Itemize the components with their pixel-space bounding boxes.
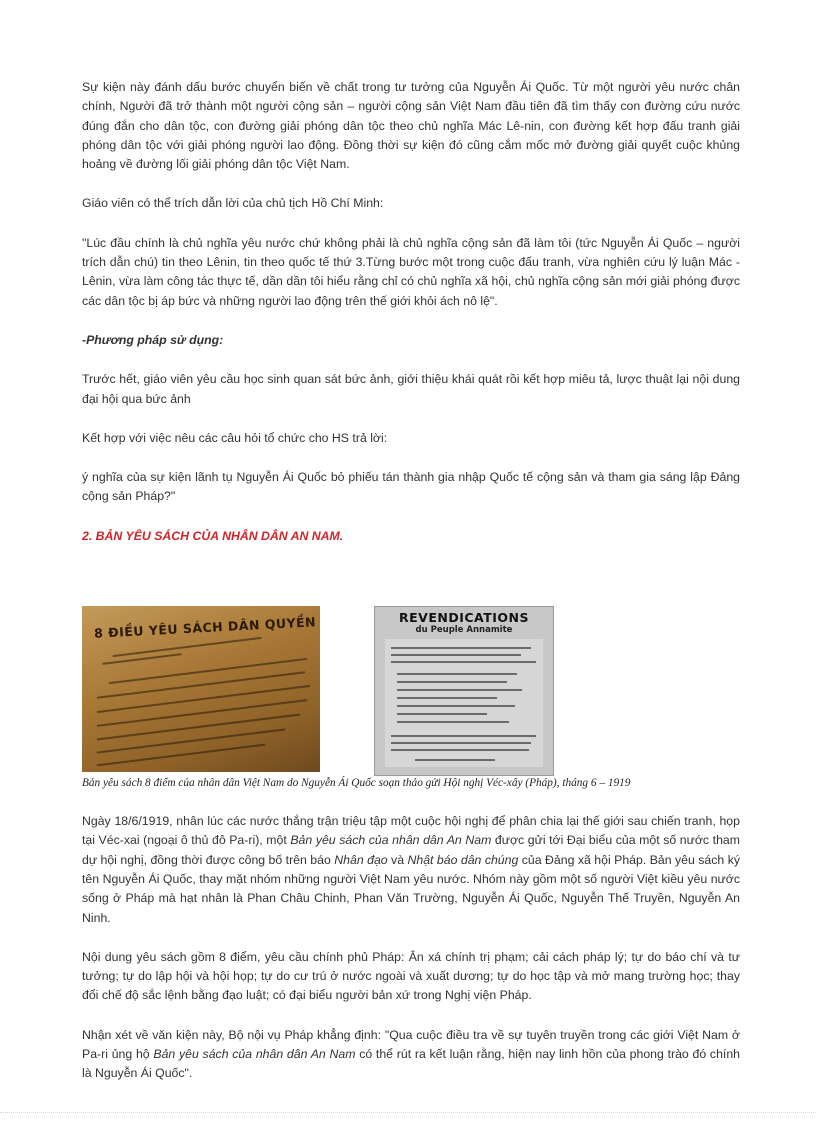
paragraph-method-question: ý nghĩa của sự kiện lãnh tụ Nguyễn Ái Quốc bỏ phiếu tán thành gia nhập Quốc tế cộng sản và tham gia sáng lập Đảng cộng sản Pháp?"	[82, 470, 740, 504]
paragraph-method-1: Trước hết, giáo viên yêu cầu học sinh quan sát bức ảnh, giới thiệu khái quát rồi kết hợp miêu tả, lược thuật lại nội dung đại hội qua bức ảnh	[82, 372, 740, 406]
paragraph-1919-event: Ngày 18/6/1919, nhân lúc các nước thắng trận triệu tập một cuộc hội nghị để phân chia lại thế giới sau chiến tranh, họp tại Véc-xai (ngoại ô thủ đô Pa-ri), một Bản yêu sách của nhân dân An Nam được gửi tới Đại biểu của một số nước tham dự hội nghị, đồng thời được công bố trên báo Nhân đạo và Nhật báo dân chúng của Đảng xã hội Pháp. Bản yêu sách ký tên Nguyễn Ái Quốc, thay mặt nhóm những người Việt Nam yêu nước. Nhóm này gồm một số người Việt kiều yêu nước sống ở Pháp mà hạt nhân là Phan Châu Chinh, Phan Văn Trường, Nguyễn Ái Quốc, Nguyễn Thế Truyền, Nguyễn An Ninh.	[82, 814, 740, 925]
figure-row	[82, 606, 740, 774]
figure-caption: Bản yêu sách 8 điểm của nhân dân Việt Nam do Nguyễn Ái Quốc soạn thảo gửi Hội nghị Véc-xây (Pháp), tháng 6 – 1919	[82, 777, 631, 790]
petition-vietnamese-photo	[82, 606, 320, 772]
paragraph-ho-chi-minh-quote: "Lúc đầu chính là chủ nghĩa yêu nước chứ không phải là chủ nghĩa cộng sản đã làm tôi (tức Nguyễn Ái Quốc – người trích dẫn chú) tin theo Lênin, tin theo quốc tế thứ 3.Từng bước một trong cuộc đấu tranh, vừa nghiên cứu lý luận Mác - Lênin, vừa làm công tác thực tế, dần dần tôi hiểu rằng chỉ có chủ nghĩa xã hội, chủ nghĩa cộng sản mới giải phóng được các dân tộc bị áp bức và những người lao động trên thế giới khỏi ách nô lệ".	[82, 235, 740, 308]
page-bottom-rule	[0, 1112, 816, 1113]
paragraph-remark: Nhận xét về văn kiện này, Bộ nội vụ Pháp khẳng định: "Qua cuộc điều tra về sự tuyên truyền trong các giới Việt Nam ở Pa-ri ủng hộ Bản yêu sách của nhân dân An Nam có thể rút ra kết luận rằng, hiện nay linh hồn của phong trào đó chính là Nguyễn Ái Quốc".	[82, 1027, 740, 1081]
paragraph-petition-content: Nội dung yêu sách gồm 8 điểm, yêu cầu chính phủ Pháp: Ân xá chính trị phạm; cải cách pháp lý; tự do báo chí và tư tưởng; tự do lập hội và hội họp; tự do cư trú ở nước ngoài và xuất dương; tự do học tập và mở mang trường học; thay đổi chế độ sắc lệnh bằng đạo luật; có đại biểu người bản xứ trong Nghị viện Pháp.	[82, 949, 740, 1003]
document-body	[82, 78, 740, 1104]
petition-vietnamese-title: 8 ĐIỀU YÊU SÁCH DÂN QUYỀN	[93, 614, 317, 641]
paragraph-method-2: Kết hợp với việc nêu các câu hỏi tổ chức cho HS trả lời:	[82, 430, 388, 445]
newspaper-nhat-bao-dan-chung: Nhật báo dân chúng	[407, 852, 519, 867]
method-heading: -Phương pháp sử dụng:	[82, 332, 224, 347]
paragraph-quote-intro: Giáo viên có thể trích dẫn lời của chủ tịch Hồ Chí Minh:	[82, 196, 384, 211]
revendications-title: REVENDICATIONS	[398, 610, 529, 626]
title-ban-yeu-sach-2: Bản yêu sách của nhân dân An Nam	[153, 1047, 356, 1062]
paragraph-event-significance: Sự kiện này đánh dấu bước chuyển biến về chất trong tư tưởng của Nguyễn Ái Quốc. Từ một người yêu nước chân chính, Người đã trở thành một người cộng sản – người cộng sản Việt Nam đầu tiên đã tìm thấy con đường cứu nước đúng đắn cho dân tộc, con đường giải phóng dân tộc theo chủ nghĩa Mác Lê-nin, con đường kết hợp đấu tranh giải phóng dân tộc với giải phóng người lao động. Đồng thời sự kiện đó cũng cắm mốc mở đường giải quyết cuộc khủng hoảng về đường lối giải phóng dân tộc Việt Nam.	[82, 80, 740, 172]
newspaper-nhan-dao: Nhân đạo	[334, 852, 388, 867]
revendications-subtitle: du Peuple Annamite	[415, 625, 513, 636]
section-title: 2. BẢN YÊU SÁCH CỦA NHÂN DÂN AN NAM.	[82, 528, 344, 543]
revendications-photo	[374, 606, 554, 776]
title-ban-yeu-sach: Bản yêu sách của nhân dân An Nam	[290, 833, 492, 848]
document-text-block	[385, 639, 543, 767]
